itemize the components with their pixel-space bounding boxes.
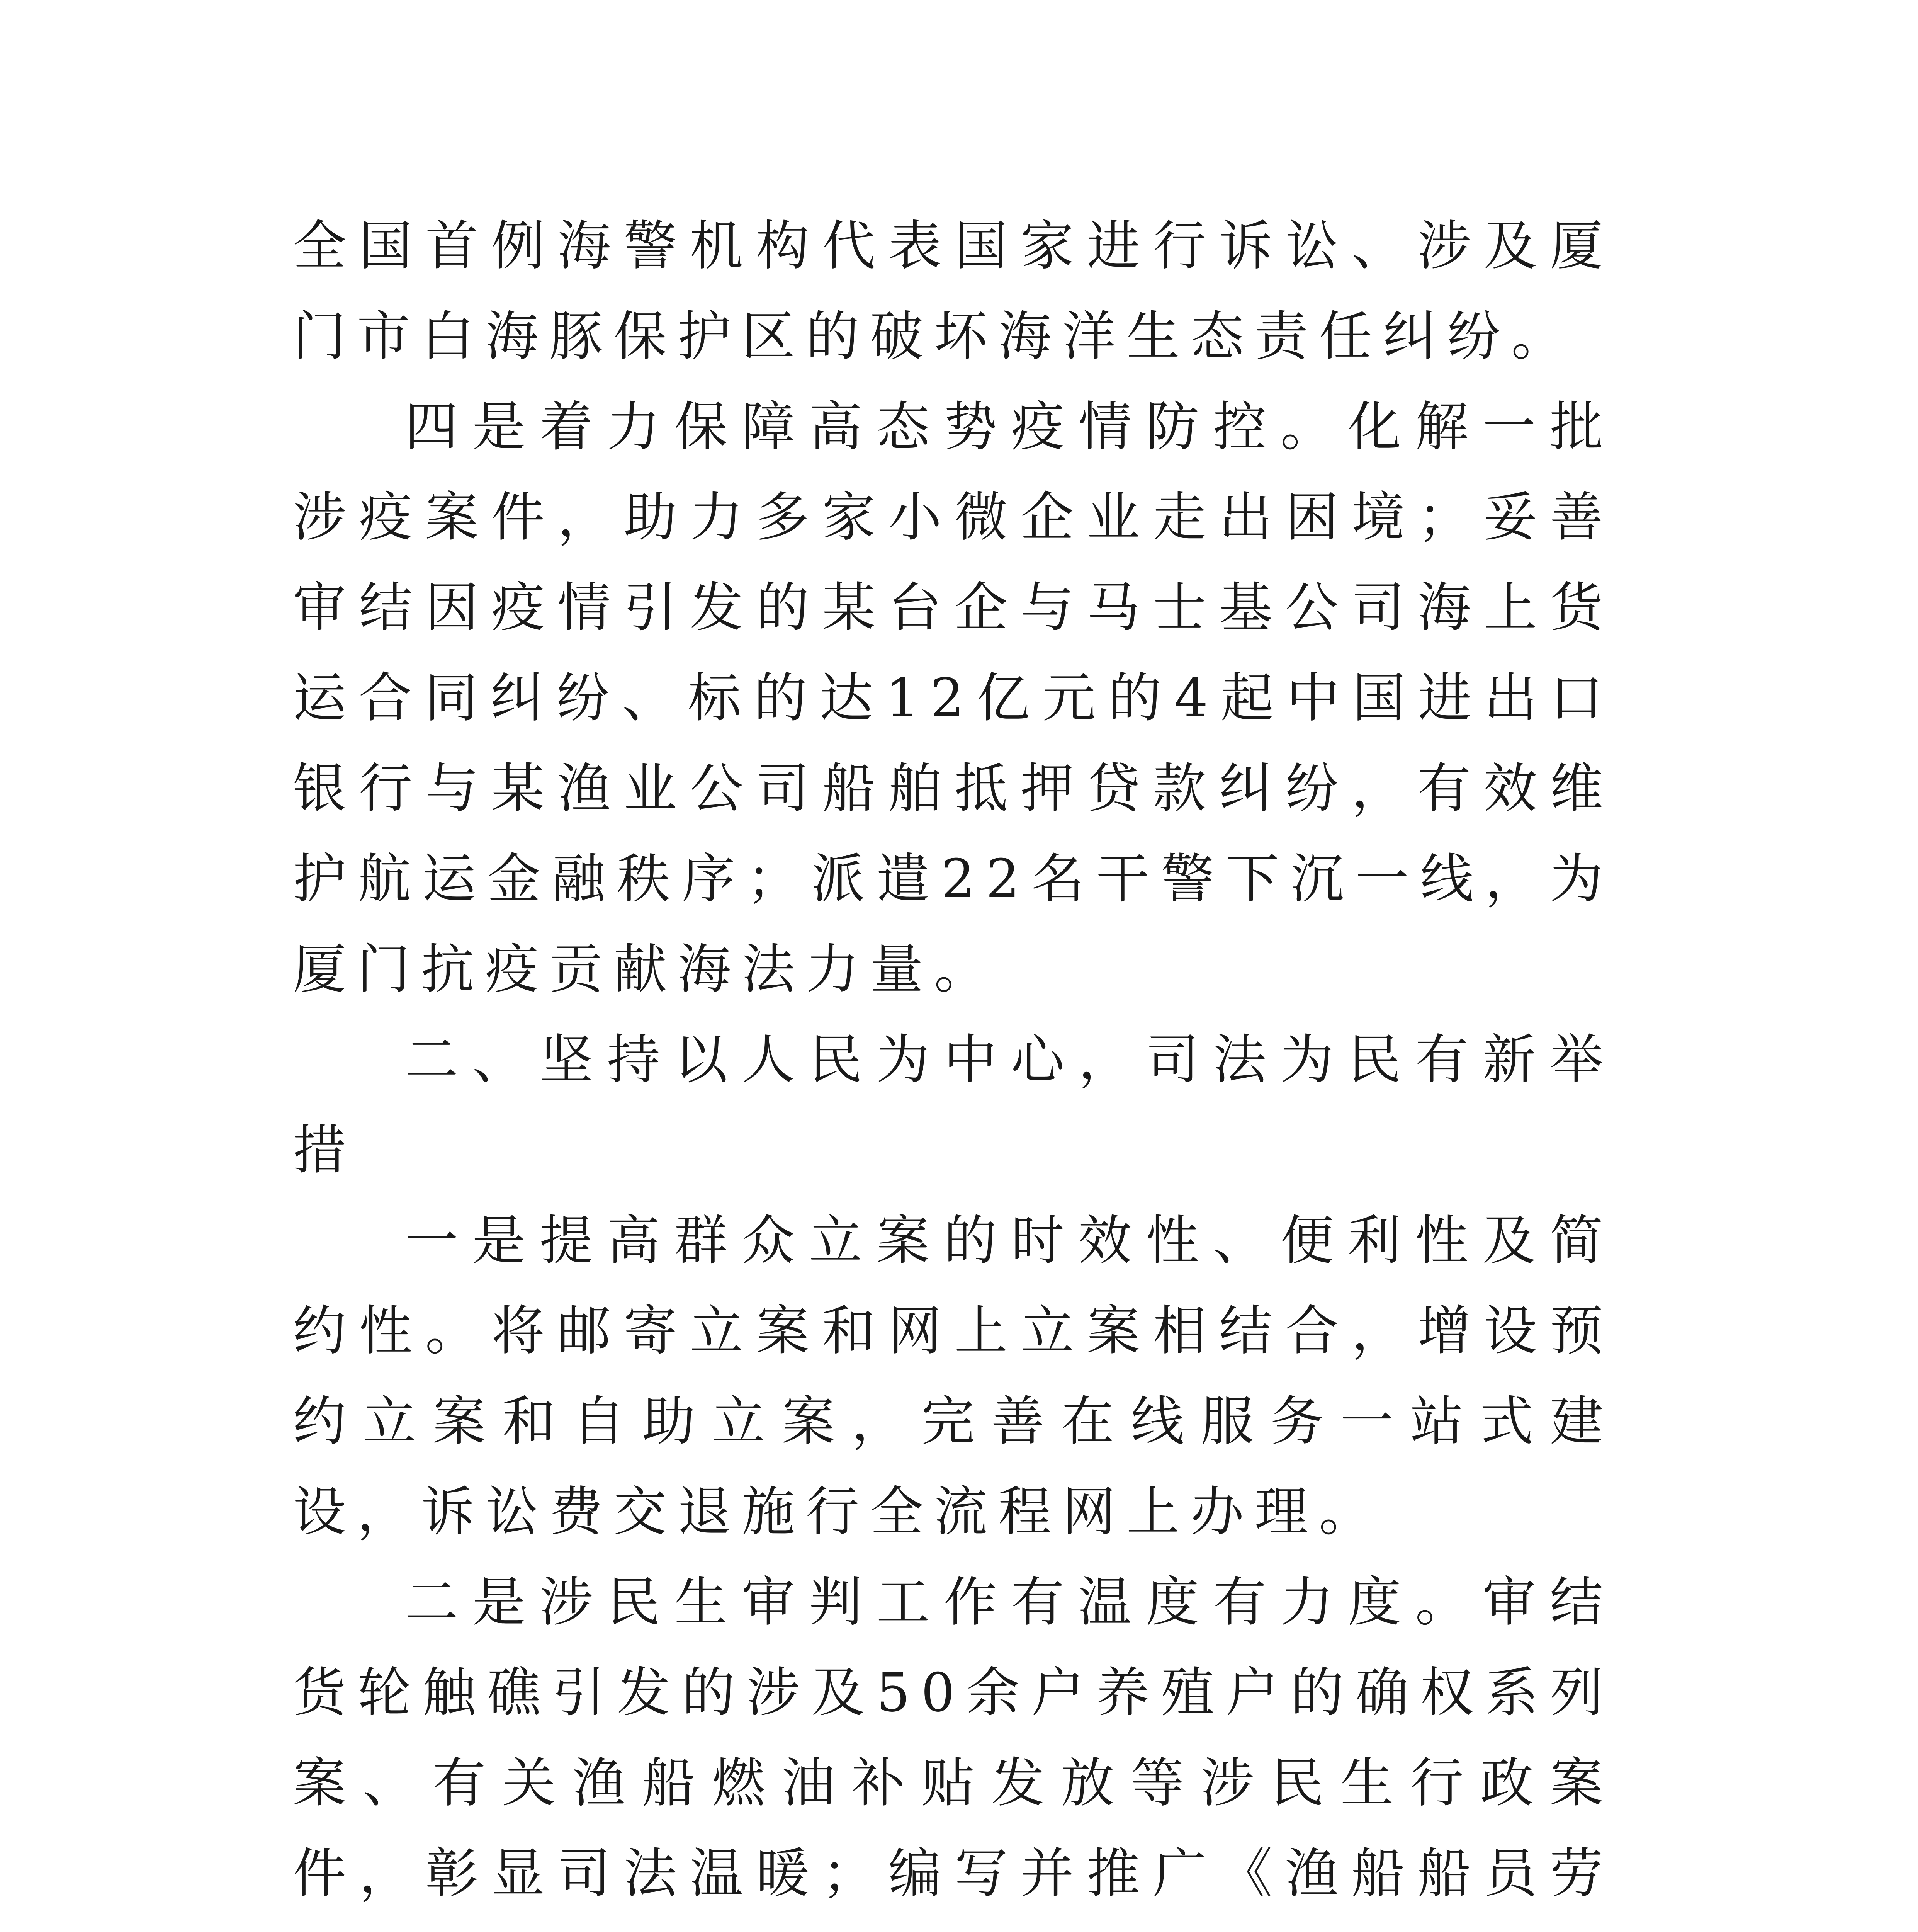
document-body (293, 201, 1614, 1932)
paragraph-white-dolphin-case: 全国首例海警机构代表国家进行诉讼、涉及厦门市白海豚保护区的破坏海洋生态责任纠纷。 (293, 215, 1614, 367)
section-heading-people-centered: 二、坚持以人民为中心，司法为民有新举措 (293, 1029, 1614, 1181)
paragraph-livelihood-trials: 二是涉民生审判工作有温度有力度。审结货轮触礁引发的涉及50余户养殖户的确权系列案、有关渔船燃油补贴发放等涉民生行政案件，彰显司法温暖；编写并推广《渔船船员劳 (293, 1571, 1614, 1905)
paragraph-case-filing: 一是提高群众立案的时效性、便利性及简约性。将邮寄立案和网上立案相结合，增设预约立案和自助立案，完善在线服务一站式建设，诉讼费交退施行全流程网上办理。 (293, 1209, 1614, 1543)
paragraph-epidemic-control: 四是着力保障高态势疫情防控。化解一批涉疫案件，助力多家小微企业走出困境；妥善审结因疫情引发的某台企与马士基公司海上货运合同纠纷、标的达12亿元的4起中国进出口银行与某渔业公司船舶抵押贷款纠纷，有效维护航运金融秩序；派遣22名干警下沉一线，为厦门抗疫贡献海法力量。 (293, 396, 1614, 1000)
